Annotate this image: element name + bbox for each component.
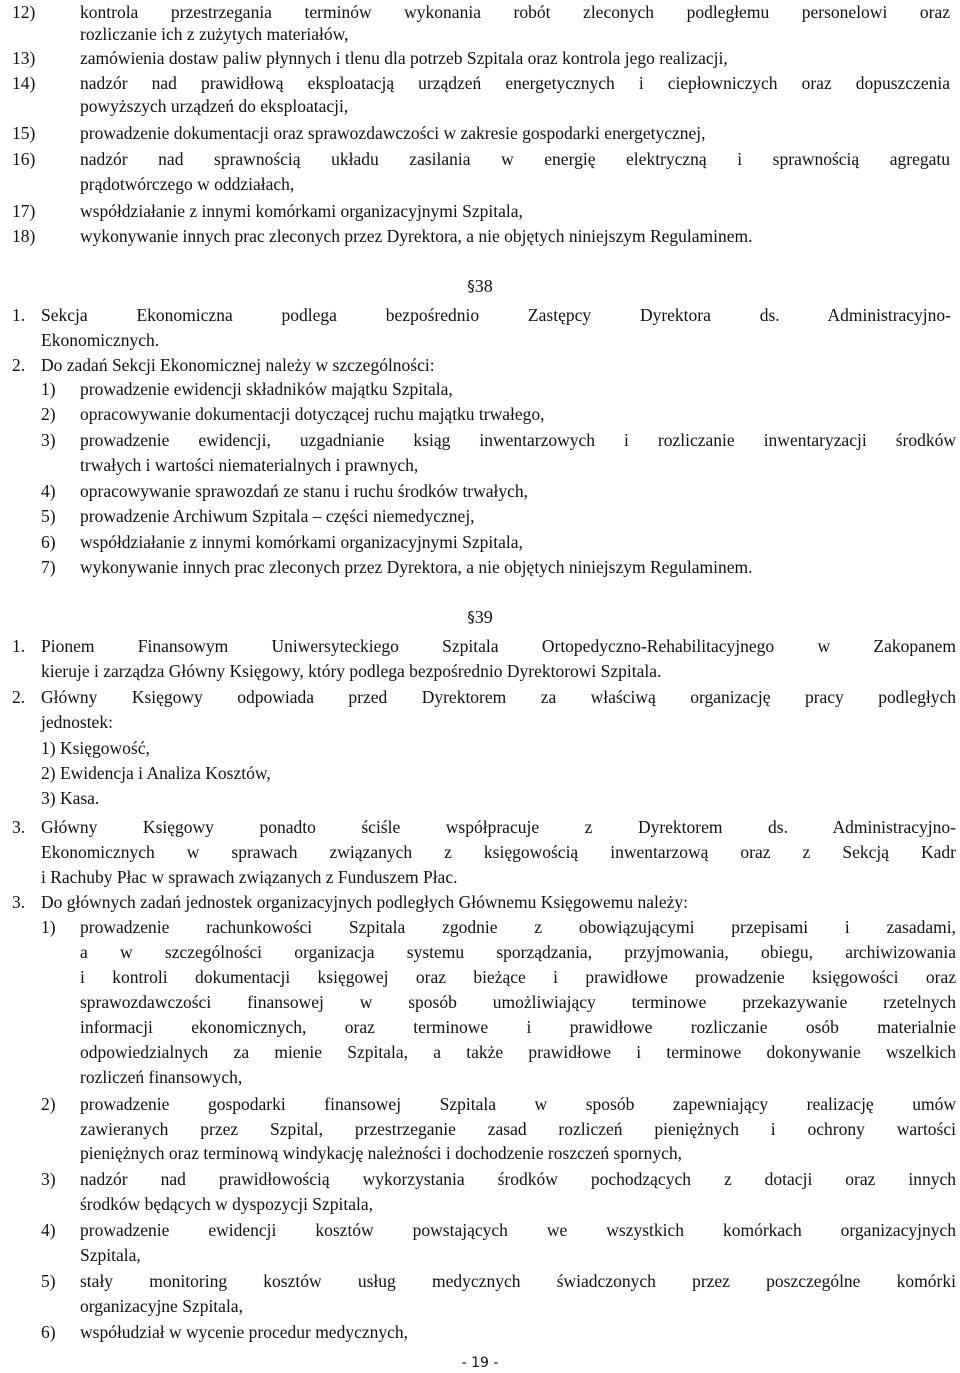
list-item-text: rozliczeń finansowych, [80, 1067, 243, 1087]
list-item-text: a w szczególności organizacja systemu sporządzania, przyjmowania, obiegu, archiwizowania [80, 942, 956, 962]
paragraph-num: 2. [12, 687, 26, 707]
list-item-text: rozliczanie ich z zużytych materiałów, [80, 24, 349, 44]
list-item-num: 12) [12, 2, 36, 22]
section-number: 39 [474, 607, 493, 627]
paragraph-sign-icon: § [467, 277, 475, 295]
unit-list-item: 3) Kasa. [41, 788, 100, 808]
list-item-text: współudział w wycenie procedur medycznych, [80, 1322, 409, 1342]
list-item-text: współdziałanie z innymi komórkami organizacyjnymi Szpitala, [80, 532, 523, 552]
paragraph-text: kieruje i zarządza Główny Księgowy, który podlega bezpośrednio Dyrektorowi Szpitala. [41, 661, 662, 681]
list-item-num: 7) [41, 557, 56, 577]
list-item-num: 6) [41, 532, 56, 552]
list-item-text: informacji ekonomicznych, oraz terminowe i prawidłowe rozliczanie osób materialnie [80, 1017, 956, 1037]
list-item-num: 6) [41, 1322, 56, 1342]
list-item-text: nadzór nad prawidłowością wykorzystania środków pochodzących z dotacji oraz innych [80, 1169, 956, 1189]
list-item-num: 5) [41, 1271, 56, 1291]
list-item-num: 16) [12, 149, 36, 169]
paragraph-text: Pionem Finansowym Uniwersyteckiego Szpitala Ortopedyczno-Rehabilitacyjnego w Zakopanem [41, 636, 956, 656]
list-item-num: 2) [41, 404, 56, 424]
list-item-text: opracowywanie sprawozdań ze stanu i ruchu środków trwałych, [80, 481, 529, 501]
list-item-num: 3) [41, 1169, 56, 1189]
list-item-num: 1) [41, 379, 56, 399]
list-item-text: sprawozdawczości finansowej w sposób umożliwiający terminowe przekazywanie rzetelnych [80, 992, 956, 1012]
paragraph-text: Ekonomicznych. [41, 330, 160, 350]
paragraph-num: 2. [12, 355, 26, 375]
list-item-text: opracowywanie dokumentacji dotyczącej ruchu majątku trwałego, [80, 404, 545, 424]
list-item-text: zawieranych przez Szpital, przestrzeganie zasad rozliczeń pieniężnych i ochrony wartości [80, 1119, 956, 1139]
section-heading [0, 274, 960, 298]
list-item-text: trwałych i wartości niematerialnych i prawnych, [80, 455, 419, 475]
unit-list-item: 2) Ewidencja i Analiza Kosztów, [41, 763, 271, 783]
list-item-text: prowadzenie gospodarki finansowej Szpitala w sposób zapewniający realizację umów [80, 1094, 956, 1114]
paragraph-num: 3. [12, 817, 26, 837]
list-item-text: prądotwórczego w oddziałach, [80, 174, 295, 194]
paragraph-text: Do głównych zadań jednostek organizacyjnych podległych Głównemu Księgowemu należy: [41, 892, 688, 912]
paragraph-num: 1. [12, 305, 26, 325]
list-item-text: współdziałanie z innymi komórkami organizacyjnymi Szpitala, [80, 201, 523, 221]
list-item-text: prowadzenie ewidencji, uzgadnianie ksiąg inwentarzowych i rozliczanie inwentaryzacji środków [80, 430, 956, 450]
page-number: - 19 - [461, 1355, 499, 1371]
paragraph-text: Główny Księgowy odpowiada przed Dyrektorem za właściwą organizację pracy podległych [41, 687, 956, 707]
list-item-num: 4) [41, 481, 56, 501]
section-number: 38 [474, 276, 493, 296]
list-item-text: środków będących w dyspozycji Szpitala, [80, 1194, 374, 1214]
unit-list-item: 1) Księgowość, [41, 738, 150, 758]
list-item-text: stały monitoring kosztów usług medycznych świadczonych przez poszczególne komórki [80, 1271, 956, 1291]
list-item-text: nadzór nad sprawnością układu zasilania w energię elektryczną i sprawnością agregatu [80, 149, 950, 169]
list-item-text: kontrola przestrzegania terminów wykonania robót zleconych podległemu personelowi oraz [80, 2, 950, 22]
list-item-text: prowadzenie Archiwum Szpitala – części niemedycznej, [80, 506, 475, 526]
paragraph-text: Ekonomicznych w sprawach związanych z księgowością inwentarzową oraz z Sekcją Kadr [41, 842, 956, 862]
list-item-text: prowadzenie ewidencji kosztów powstających we wszystkich komórkach organizacyjnych [80, 1220, 956, 1240]
paragraph-text: Główny Księgowy ponadto ściśle współpracuje z Dyrektorem ds. Administracyjno- [41, 817, 956, 837]
paragraph-sign-icon: § [467, 608, 475, 626]
list-item-num: 2) [41, 1094, 56, 1114]
list-item-num: 4) [41, 1220, 56, 1240]
paragraph-text: i Rachuby Płac w sprawach związanych z Funduszem Płac. [41, 867, 458, 887]
list-item-text: prowadzenie ewidencji składników majątku Szpitala, [80, 379, 453, 399]
list-item-num: 14) [12, 73, 36, 93]
list-item-text: organizacyjne Szpitala, [80, 1296, 243, 1316]
list-item-num: 1) [41, 917, 56, 937]
list-item-text: odpowiedzialnych za mienie Szpitala, a także prawidłowe i terminowe dokonywanie wszelkich [80, 1042, 956, 1062]
paragraph-num: 1. [12, 636, 26, 656]
list-item-num: 15) [12, 123, 36, 143]
list-item-text: prowadzenie dokumentacji oraz sprawozdawczości w zakresie gospodarki energetycznej, [80, 123, 706, 143]
list-item-text: wykonywanie innych prac zleconych przez Dyrektora, a nie objętych niniejszym Regulaminem. [80, 557, 753, 577]
list-item-text: powyższych urządzeń do eksploatacji, [80, 96, 349, 116]
list-item-num: 17) [12, 201, 36, 221]
list-item-text: prowadzenie rachunkowości Szpitala zgodnie z obowiązującymi przepisami i zasadami, [80, 917, 956, 937]
list-item-num: 18) [12, 226, 36, 246]
list-item-text: nadzór nad prawidłową eksploatacją urządzeń energetycznych i ciepłowniczych oraz dopuszczenia [80, 73, 950, 93]
list-item-text: Szpitala, [80, 1245, 141, 1265]
section-heading [0, 605, 960, 629]
list-item-num: 3) [41, 430, 56, 450]
paragraph-text: jednostek: [41, 712, 113, 732]
paragraph-num: 3. [12, 892, 26, 912]
list-item-num: 5) [41, 506, 56, 526]
list-item-text: wykonywanie innych prac zleconych przez Dyrektora, a nie objętych niniejszym Regulaminem. [80, 226, 753, 246]
list-item-text: pieniężnych oraz terminową windykację należności i dochodzenie roszczeń spornych, [80, 1143, 683, 1163]
paragraph-text: Do zadań Sekcji Ekonomicznej należy w szczególności: [41, 355, 435, 375]
list-item-text: i kontroli dokumentacji księgowej oraz bieżące i prawidłowe prowadzenie księgowości oraz [80, 967, 956, 987]
list-item-text: zamówienia dostaw paliw płynnych i tlenu dla potrzeb Szpitala oraz kontrola jego realizacji, [80, 48, 728, 68]
paragraph-text: Sekcja Ekonomiczna podlega bezpośrednio Zastępcy Dyrektora ds. Administracyjno- [41, 305, 951, 325]
list-item-num: 13) [12, 48, 36, 68]
